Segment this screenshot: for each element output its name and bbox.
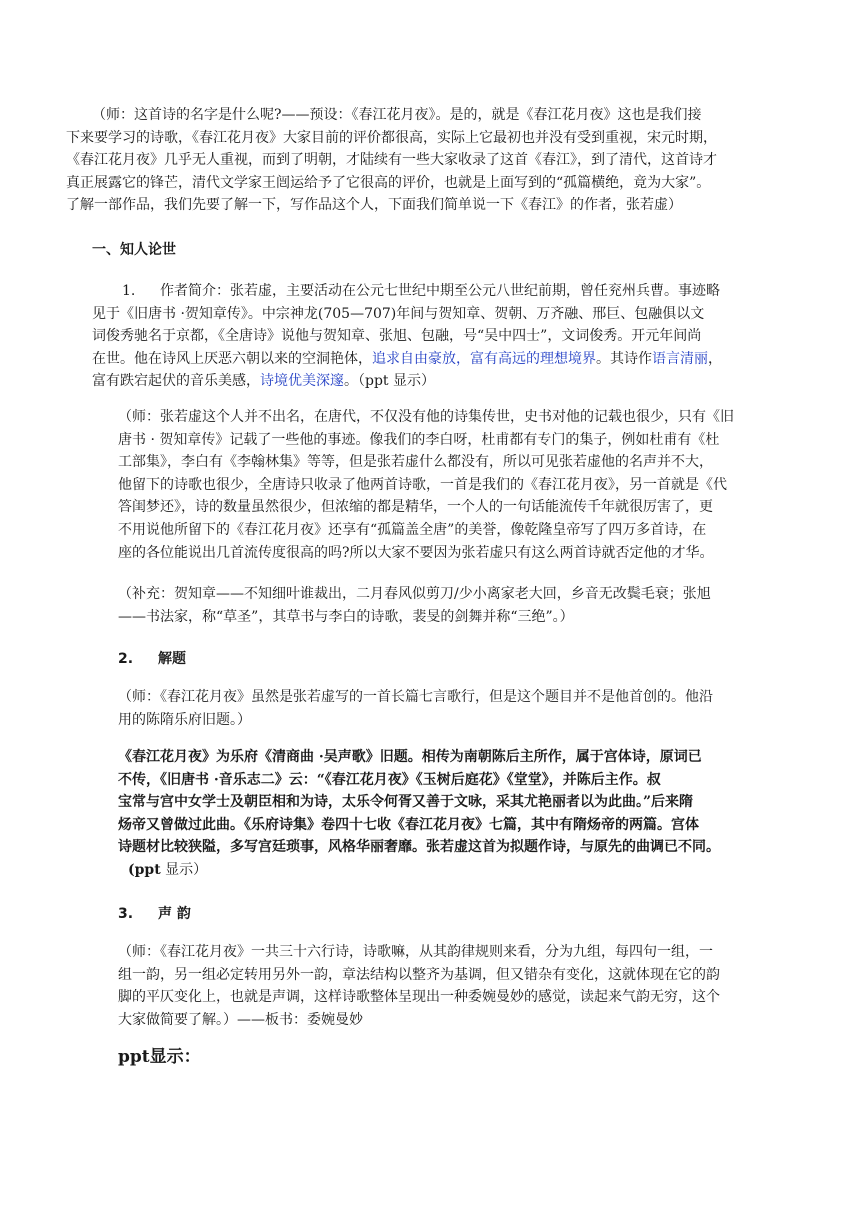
intro-line: 了解一部作品，我们先要了解一下，写作品这个人，下面我们简单说一下《春江》的作者，张若虚） <box>66 197 682 214</box>
teacher-note-line: 脚的平仄变化上，也就是声调，这样诗歌整体呈现出一种委婉曼妙的感觉，读起来气韵无穷，这个 <box>118 989 720 1006</box>
teacher-note-line: 唐书 · 贺知章传》记载了一些他的事迹。像我们的李白呀，杜甫都有专门的集子，例如杜甫有《杜 <box>118 431 720 448</box>
teacher-note-line: 他留下的诗歌也很少，全唐诗只收录了他两首诗歌，一首是我们的《春江花月夜》，另一首就是《代 <box>118 476 727 493</box>
highlighted-text: 语言清丽 <box>652 350 708 367</box>
ppt-display-label: ppt显示： <box>118 1047 201 1067</box>
explanation-line: 不传，《旧唐书 ·音乐志二》云：“《春江花月夜》《玉树后庭花》《堂堂》，并陈后主作。叔 <box>118 771 661 788</box>
teacher-note-line: 不用说他所留下的《春江花月夜》还享有“孤篇盖全唐”的美誉，像乾隆皇帝写了四万多首诗，在 <box>118 521 707 538</box>
item-number: 3. <box>118 906 134 922</box>
teacher-note <box>118 686 788 731</box>
item-number: 1. <box>122 283 136 299</box>
highlighted-text: 诗境优美深邃 <box>260 373 344 390</box>
author-intro-text: 作者简介：张若虚，主要活动在公元七世纪中期至公元八世纪前期，曾任兖州兵曹。事迹略 <box>160 283 720 299</box>
teacher-note-line: 工部集》，李白有《李翰林集》等等，但是张若虚什么都没有，所以可见张若虚他的名声并不大， <box>118 454 713 471</box>
intro-line: 下来要学习的诗歌，《春江花月夜》大家目前的评价都很高，实际上它最初也并没有受到重视，宋元时期， <box>66 129 717 146</box>
explanation-line: 诗题材比较狭隘，多写宫廷琐事，风格华丽奢靡。张若虚这首为拟题作诗，与原先的曲调已不同。 <box>118 839 720 856</box>
highlighted-text: 追求自由豪放，富有高远的理想境界 <box>372 350 596 367</box>
teacher-note-line: （师：张若虚这个人并不出名，在唐代，不仅没有他的诗集传世，史书对他的记载也很少，只有《旧 <box>118 409 734 425</box>
text-run: 。其诗作 <box>596 350 652 367</box>
teacher-note-line: 用的陈隋乐府旧题。） <box>118 711 251 728</box>
explanation-line: 《春江花月夜》为乐府《清商曲 ·吴声歌》旧题。相传为南朝陈后主所作，属于宫体诗，原词已 <box>118 749 702 765</box>
text-run: ， <box>708 350 722 367</box>
item-heading <box>118 903 191 923</box>
item-title: 解题 <box>158 651 186 667</box>
teacher-note-line: 大家做简要了解。）——板书：委婉曼妙 <box>118 1011 363 1028</box>
title-explanation-paragraph <box>118 746 788 882</box>
author-intro-paragraph <box>92 280 782 393</box>
teacher-note-line: 座的各位能说出几首流传度很高的吗?所以大家不要因为张若虚只有这么两首诗就否定他的才华。 <box>118 544 714 561</box>
ppt-tag-text: 显示） <box>160 861 208 878</box>
item-number: 2. <box>118 651 134 667</box>
author-intro-line <box>92 370 782 393</box>
author-intro-line <box>92 280 782 303</box>
intro-paragraph <box>66 104 796 217</box>
intro-line: 真正展露它的锋芒，清代文学家王闿运给予了它很高的评价，也就是上面写到的“孤篇横绝，竟为大家”。 <box>66 174 711 191</box>
ppt-tag: (ppt <box>128 861 161 878</box>
section-heading: 一、知人论世 <box>92 242 176 258</box>
teacher-note-line: 组一韵，另一组必定转用另外一韵，章法结构以整齐为基调，但又错杂有变化，这就体现在它的韵 <box>118 966 720 983</box>
explanation-line <box>118 859 788 882</box>
intro-line: （师：这首诗的名字是什么呢?——预设：《春江花月夜》。是的，就是《春江花月夜》这也是我们接 <box>92 107 702 123</box>
text-run: 富有跌宕起伏的音乐美感， <box>92 373 260 390</box>
supplement-line: （补充：贺知章——不知细叶谁裁出，二月春风似剪刀/少小离家老大回，乡音无改鬓毛衰；张旭 <box>118 586 711 602</box>
text-run: 。（ppt 显示） <box>344 373 435 390</box>
author-intro-line: 见于《旧唐书 ·贺知章传》。中宗神龙(705—707)年间与贺知章、贺朝、万齐融、邢巨、包融俱以文 <box>92 305 705 322</box>
author-intro-line: 词俊秀驰名于京都，《全唐诗》说他与贺知章、张旭、包融，号“吴中四士”，文词俊秀。开元年间尚 <box>92 328 702 345</box>
supplement-line: ——书法家，称“草圣”，其草书与李白的诗歌，裴旻的剑舞并称“三绝”。） <box>118 608 574 625</box>
intro-line: 《春江花月夜》几乎无人重视，而到了明朝，才陆续有一些大家收录了这首《春江》，到了清代，这首诗才 <box>66 152 717 169</box>
explanation-line: 炀帝又曾做过此曲。《乐府诗集》卷四十七收《春江花月夜》七篇，其中有隋炀帝的两篇。宫体 <box>118 816 699 833</box>
teacher-note <box>118 941 788 1031</box>
teacher-note-line: 答闺梦还》，诗的数量虽然很少，但浓缩的都是精华，一个人的一句话能流传千年就很厉害了，更 <box>118 499 713 516</box>
teacher-note-line: （师：《春江花月夜》虽然是张若虚写的一首长篇七言歌行，但是这个题目并不是他首创的。他沿 <box>118 689 713 705</box>
item-title: 声 韵 <box>158 906 191 922</box>
author-intro-line <box>92 348 782 371</box>
supplement-note <box>118 583 788 628</box>
teacher-note-line: （师：《春江花月夜》一共三十六行诗，诗歌嘛，从其韵律规则来看，分为九组，每四句一组，一 <box>118 944 713 960</box>
item-heading <box>118 648 186 668</box>
explanation-line: 宝常与宫中女学士及朝臣相和为诗，太乐令何胥又善于文咏，采其尤艳丽者以为此曲。”后来隋 <box>118 794 694 811</box>
teacher-note <box>118 406 788 564</box>
text-run: 在世。他在诗风上厌恶六朝以来的空洞艳体， <box>92 350 372 367</box>
